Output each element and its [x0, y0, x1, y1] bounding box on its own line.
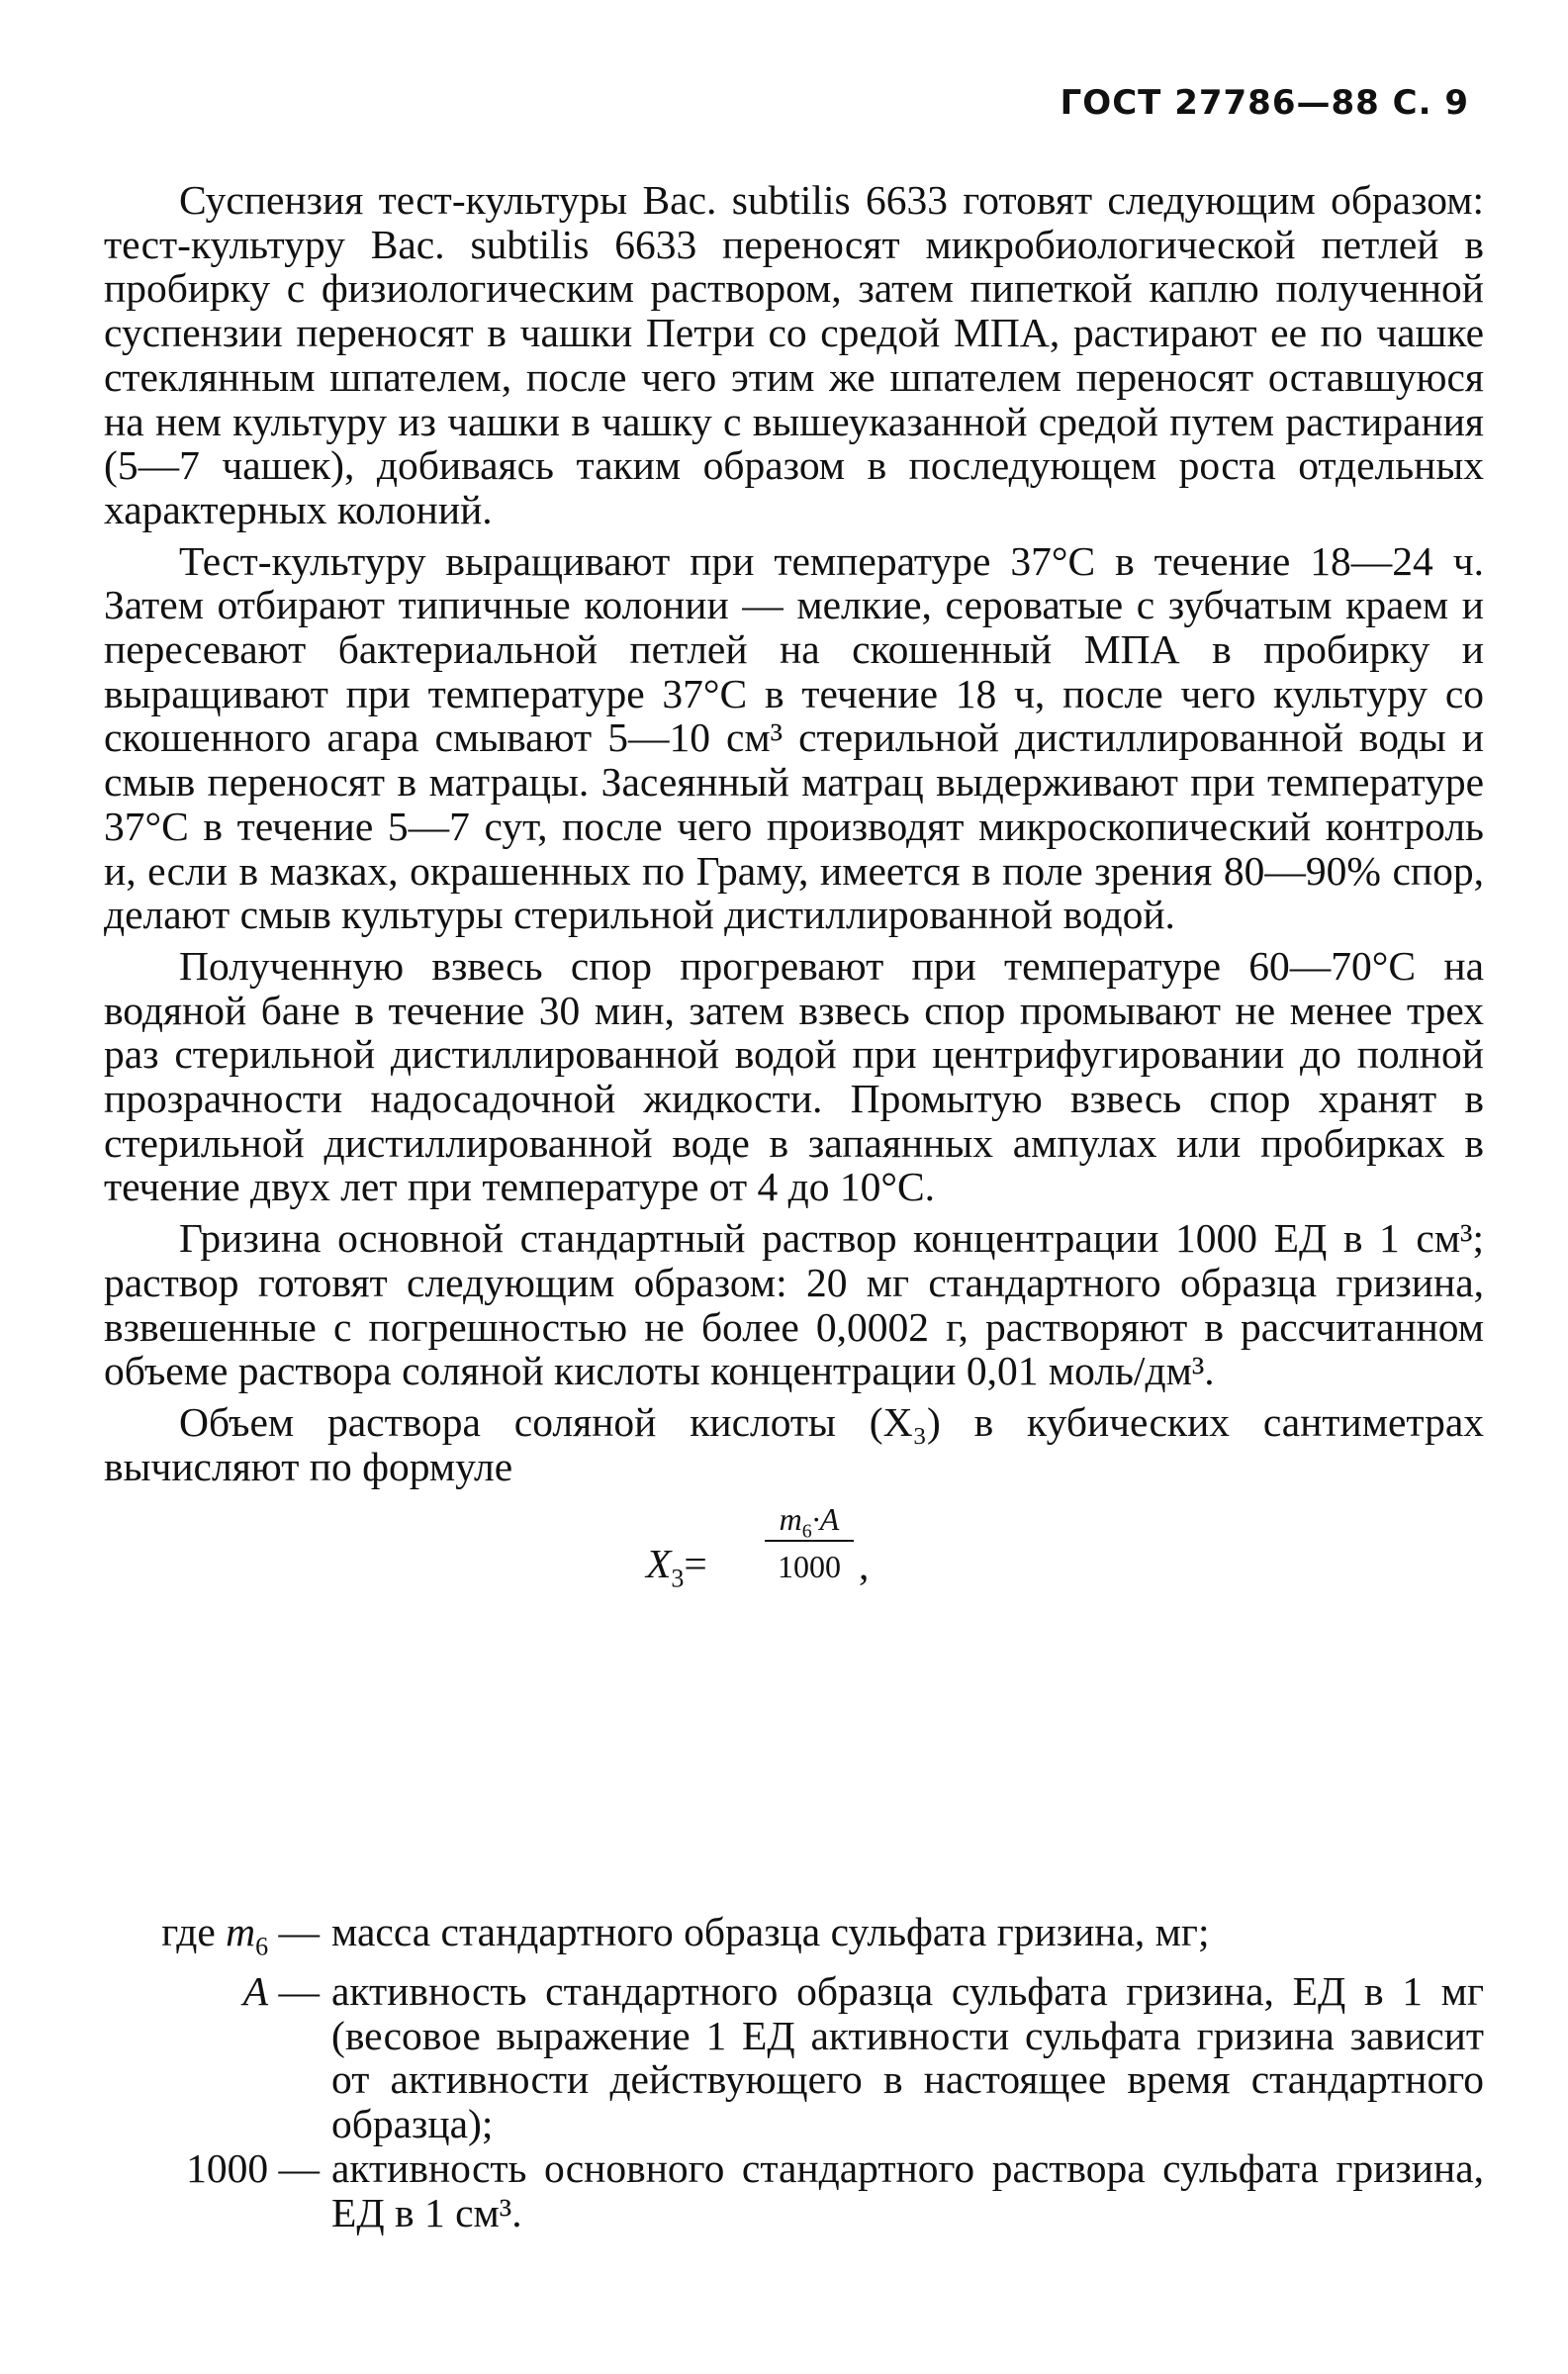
definition-symbol: A [242, 1968, 269, 2014]
definition-text: активность стандартного образца сульфата гризина, ЕД в 1 мг (весовое выражение 1 ЕД активности сульфата гризина зависит от активности действующего в настоящее время стандартного образца); [331, 1968, 1484, 2147]
formula-num-rest: ·A [811, 1501, 840, 1538]
formula-block [104, 1488, 1484, 1637]
definition-text: активность основного стандартного раствора сульфата гризина, ЕД в 1 см³. [331, 2144, 1484, 2235]
definition-key [104, 1969, 331, 2014]
formula-lhs [646, 1542, 707, 1601]
definitions-list [104, 1910, 1484, 2234]
definition-symbol-text: m [226, 1909, 256, 1954]
formula-numerator [765, 1500, 854, 1543]
paragraph-spores: Полученную взвесь спор прогревают при температуре 60—70°С на водяной бане в течение 30 мин, затем взвесь спор промывают не менее трех раз стерильной дистиллированной водой при центрифугировании до полной прозрачности надосадочной жидкости. Промытую взвесь спор хранят в стерильной дистиллированной воде в запаянных ампулах или пробирках в течение двух лет при температуре от 4 до 10°С. [104, 942, 1484, 1210]
definition-key [104, 2146, 331, 2191]
formula-equals: = [684, 1541, 707, 1587]
paragraph-suspension: Суспензия тест-культуры Вас. subtilis 6633 готовят следующим образом: тест-культуру Вас. subtilis 6633 переносят микробиологической петлей в пробирку с физиологическим раствором, затем пипеткой каплю полученной суспензии переносят в чашки Петри со средой МПА, растирают ее по чашке стеклянным шпателем, после чего этим же шпателем переносят оставшуюся на нем культуру из чашки в чашку с вышеуказанной средой путем растирания (5—7 чашек), добиваясь таким образом в последующем роста отдельных характерных колоний. [104, 177, 1484, 532]
page-header: ГОСТ 27786—88 С. 9 [1060, 83, 1469, 123]
definition-dash: — [278, 1968, 320, 2014]
definition-text: масса стандартного образца сульфата гризина, мг; [331, 1909, 1210, 1954]
paragraph-cultivation: Тест-культуру выращивают при температуре 37°С в течение 18—24 ч. Затем отбирают типичные колонии — мелкие, сероватые с зубчатым краем и пересевают бактериальной петлей на скошенный МПА в пробирку и выращивают при температуре 37°С в течение 18 ч, после чего культуру со скошенного агара смывают 5—10 см³ стерильной дистиллированной воды и смыв переносят в матрацы. Засеянный матрац выдерживают при температуре 37°С в течение 5—7 сут, после чего производят микроскопический контроль и, если в мазках, окрашенных по Граму, имеется в поле зрения 80—90% спор, делают смыв культуры стерильной дистиллированной водой. [104, 537, 1484, 938]
body-text [104, 178, 1484, 1637]
paragraph-stock-solution: Гризина основной стандартный раствор концентрации 1000 ЕД в 1 см³; раствор готовят следующим образом: 20 мг стандартного образца гризина, взвешенные с погрешностью не более 0,0002 г, растворяют в рассчитанном объеме раствора соляной кислоты концентрации 0,01 моль/дм³. [104, 1215, 1484, 1394]
formula-fraction [765, 1500, 854, 1585]
formula-comma: , [859, 1543, 870, 1589]
formula-lhs-var: X [646, 1541, 672, 1587]
definition-symbol-sub: 6 [255, 1932, 269, 1961]
definition-prefix: где [161, 1909, 227, 1954]
formula-denominator: 1000 [778, 1549, 841, 1585]
definition-dash: — [278, 1909, 320, 1954]
formula-lhs-sub: 3 [671, 1564, 685, 1593]
definition-symbol [226, 1909, 269, 1961]
formula-num-var: m [779, 1501, 802, 1538]
paragraph-formula-intro: Объем раствора соляной кислоты (X₃) в кубических сантиметрах вычисляют по формуле [104, 1398, 1484, 1489]
definition-row [104, 1969, 1484, 2146]
definition-row [104, 1910, 1484, 1969]
definition-row [104, 2146, 1484, 2234]
definition-key [104, 1910, 331, 1969]
definition-dash: — [278, 2144, 320, 2191]
definition-symbol: 1000 [186, 2144, 269, 2191]
formula-num-sub: 6 [801, 1520, 812, 1543]
